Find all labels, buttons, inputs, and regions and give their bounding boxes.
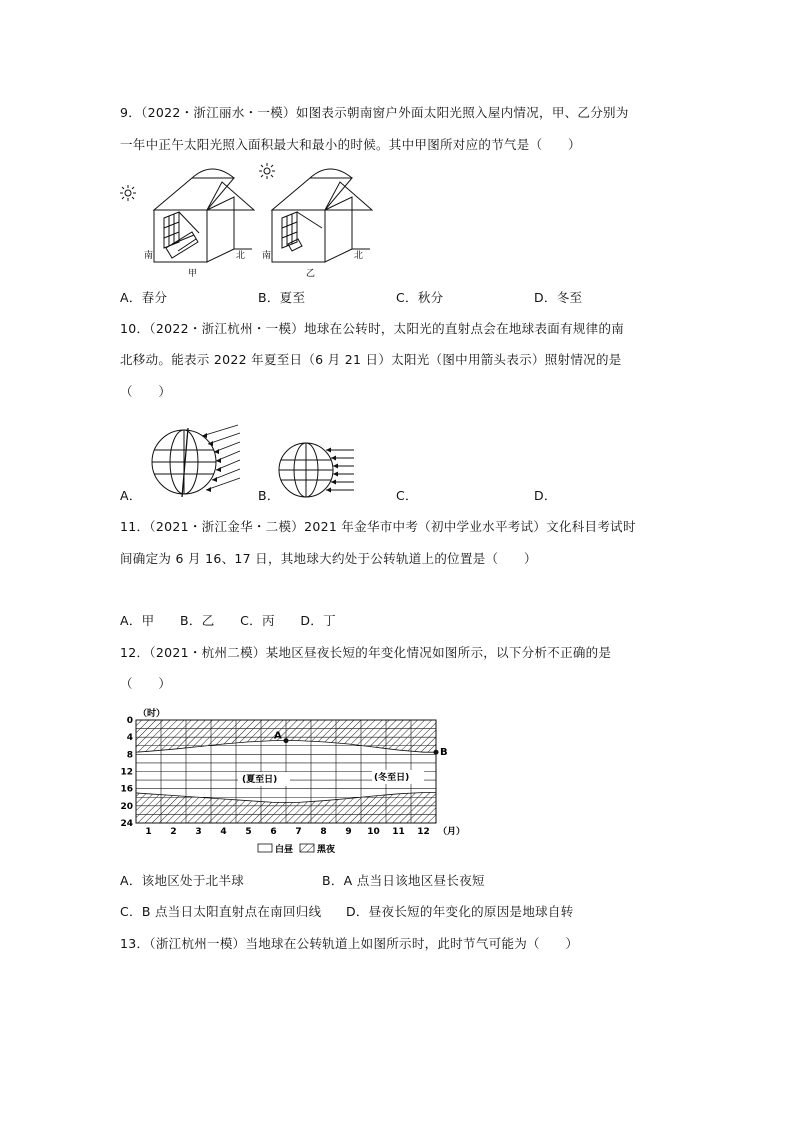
q9-left-caption: 甲	[188, 269, 198, 279]
x-tick-label: 8	[320, 827, 327, 837]
x-tick-label: 6	[270, 827, 277, 837]
x-tick-label: 5	[245, 827, 252, 837]
sun-icon	[120, 185, 136, 201]
house-left	[154, 169, 254, 262]
x-tick-label: 10	[367, 827, 380, 837]
q9-right-south-label: 南	[262, 251, 272, 261]
q10-option-a: A．	[120, 488, 142, 503]
point-b	[434, 750, 439, 755]
x-tick-label: 11	[392, 827, 405, 837]
q10-option-c: C．	[396, 488, 418, 503]
y-tick-label: 4	[126, 733, 133, 744]
y-tick-label: 20	[120, 801, 133, 812]
q11-options: A．甲 B．乙 C．丙 D．丁	[120, 613, 336, 628]
y-tick-label: 16	[120, 784, 133, 795]
q10-globe-b	[276, 438, 356, 502]
x-tick-label: 1	[145, 827, 152, 837]
q10-option-b: B．	[258, 488, 280, 503]
q10-text-line2: 北移动。能表示 2022 年夏至日（6 月 21 日）太阳光（图中用箭头表示）照射情况的是	[120, 352, 622, 367]
q10-globe-a	[148, 420, 248, 500]
q12-option-c: C．B 点当日太阳直射点在南回归线	[120, 904, 322, 919]
y-tick-label: 24	[120, 819, 133, 829]
y-axis-label: （时）	[138, 709, 166, 719]
q11-text-line1: 11．（2021・浙江金华・二模）2021 年金华市中考（初中学业水平考试）文化科目考试时	[120, 519, 636, 534]
x-tick-label: 7	[295, 827, 302, 837]
q10-text-line3: （ ）	[120, 384, 172, 399]
q12-day-night-chart	[112, 700, 472, 860]
x-tick-label: 2	[170, 827, 177, 837]
q9-option-c: C．秋分	[396, 290, 444, 305]
x-tick-label: 4	[220, 827, 227, 837]
q10-option-d: D．	[534, 488, 557, 503]
legend-night-swatch	[300, 844, 314, 852]
q12-option-a: A．该地区处于北半球	[120, 873, 245, 888]
summer-solstice-label: (夏至日)	[242, 775, 278, 785]
x-tick-label: 3	[195, 827, 202, 837]
q9-left-north-label: 北	[236, 251, 246, 261]
q12-option-b: B．A 点当日该地区昼长夜短	[322, 873, 485, 888]
q9-right-caption: 乙	[306, 269, 316, 279]
point-b-label: B	[440, 747, 448, 759]
q9-right-north-label: 北	[354, 251, 364, 261]
x-tick-label: 12	[417, 827, 430, 837]
q12-option-d: D．昼夜长短的年变化的原因是地球自转	[346, 904, 574, 919]
y-tick-label: 8	[126, 750, 133, 761]
q9-option-a: A．春分	[120, 290, 168, 305]
legend-day-swatch	[258, 844, 272, 852]
q13-text-line1: 13．（浙江杭州一模）当地球在公转轨道上如图所示时，此时节气可能为（ ）	[120, 936, 579, 951]
y-tick-label: 0	[126, 716, 133, 726]
point-a-label: A	[274, 730, 282, 742]
sun-icon	[259, 163, 275, 179]
q9-left-south-label: 南	[144, 251, 154, 261]
q9-text-line2: 一年中正午太阳光照入面积最大和最小的时候。其中甲图所对应的节气是（ ）	[120, 137, 581, 152]
q10-text-line1: 10．（2022・浙江杭州・一模）地球在公转时，太阳光的直射点会在地球表面有规律的南	[120, 321, 625, 336]
legend-night-label: 黑夜	[317, 845, 336, 855]
q9-house-figures	[114, 160, 384, 286]
q9-option-d: D．冬至	[534, 290, 583, 305]
legend-day-label: 白昼	[275, 845, 294, 855]
y-tick-label: 12	[120, 767, 133, 778]
q9-option-b: B．夏至	[258, 290, 306, 305]
winter-solstice-label: (冬至日)	[374, 773, 410, 783]
x-tick-label: 9	[345, 827, 352, 837]
point-a	[284, 738, 289, 743]
q9-text-line1: 9．（2022・浙江丽水・一模）如图表示朝南窗户外面太阳光照入屋内情况，甲、乙分别为	[120, 105, 629, 120]
q12-text-line1: 12．（2021・杭州二模）某地区昼夜长短的年变化情况如图所示，以下分析不正确的是	[120, 645, 612, 660]
x-axis-label: （月）	[438, 827, 466, 837]
q11-text-line2: 间确定为 6 月 16、17 日，其地球大约处于公转轨道上的位置是（ ）	[120, 551, 537, 566]
house-right	[272, 169, 372, 262]
q12-text-line2: （ ）	[120, 676, 172, 691]
